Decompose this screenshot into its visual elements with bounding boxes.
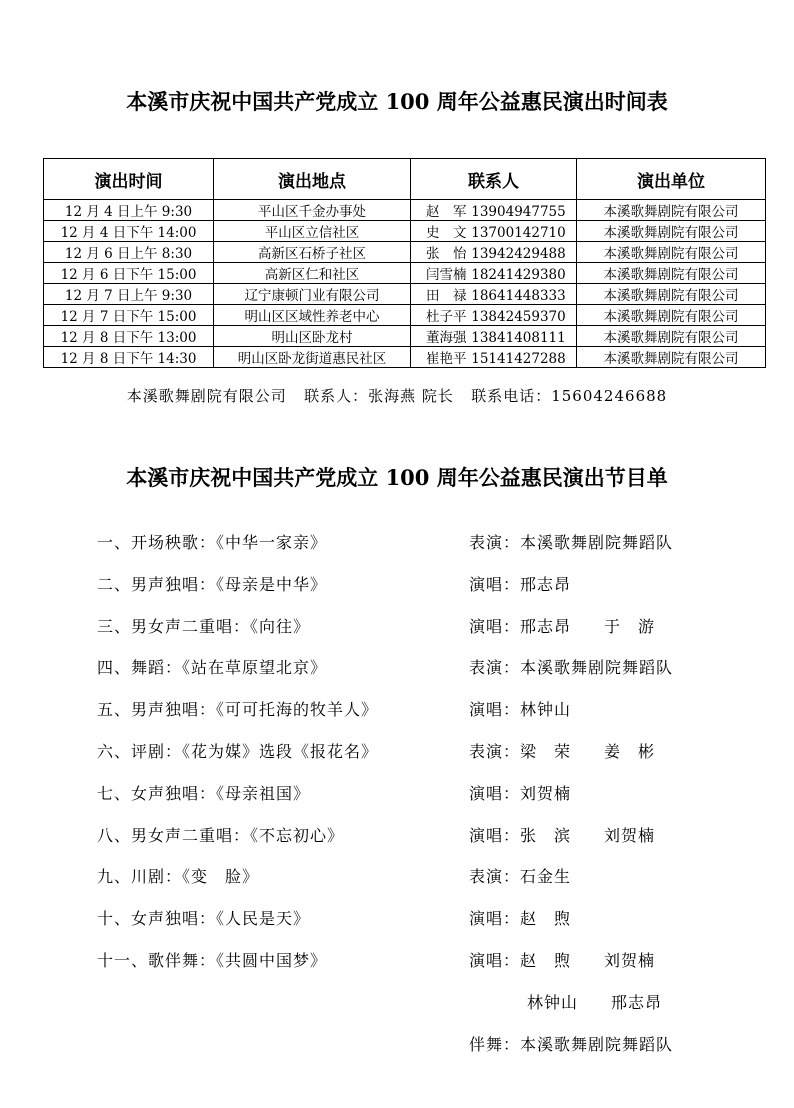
table-row <box>44 200 766 221</box>
header-time: 演出时间 <box>44 159 214 200</box>
performer-name: 邢志昂 <box>611 992 663 1012</box>
contact-phone: 15141427288 <box>471 351 566 367</box>
performer-name: 邢志昂 <box>520 616 572 636</box>
table-row <box>44 242 766 263</box>
cell-unit: 本溪歌舞剧院有限公司 <box>577 347 766 368</box>
cell-unit: 本溪歌舞剧院有限公司 <box>577 284 766 305</box>
cell-unit: 本溪歌舞剧院有限公司 <box>577 200 766 221</box>
performer-name: 林钟山 <box>527 992 579 1012</box>
program-item-title: 二、男声独唱：《母亲是中华》 <box>97 574 328 594</box>
cell-unit: 本溪歌舞剧院有限公司 <box>577 221 766 242</box>
table-row <box>44 263 766 284</box>
contact-phone: 13842459370 <box>471 309 566 325</box>
program-item-performers <box>469 948 688 971</box>
header-place: 演出地点 <box>214 159 411 200</box>
program-item <box>0 781 794 805</box>
cell-time: 12 月 8 日下午 14:30 <box>44 347 214 368</box>
cell-place: 高新区石桥子社区 <box>214 242 411 263</box>
cell-place: 平山区千金办事处 <box>214 200 411 221</box>
performer-name: 本溪歌舞剧院舞蹈队 <box>520 533 674 552</box>
performer-role: 演唱： <box>469 783 521 803</box>
cell-unit: 本溪歌舞剧院有限公司 <box>577 326 766 347</box>
footer-phone: 联系电话：15604246688 <box>471 387 668 405</box>
cell-place: 辽宁康顿门业有限公司 <box>214 284 411 305</box>
program-item <box>0 906 794 930</box>
performer-role: 表演： <box>469 742 521 761</box>
contact-phone: 13942429488 <box>471 246 566 262</box>
program-item <box>0 990 794 1014</box>
table-header-row <box>44 159 766 200</box>
header-unit: 演出单位 <box>577 159 766 200</box>
performer-name: 赵 煦 <box>520 951 572 970</box>
program-item-title: 五、男声独唱：《可可托海的牧羊人》 <box>97 700 379 720</box>
program-item <box>0 530 794 554</box>
contact-name: 崔艳平 <box>426 351 467 367</box>
contact-name: 赵 军 <box>426 204 467 220</box>
cell-time: 12 月 4 日上午 9:30 <box>44 200 214 221</box>
performer-role: 表演： <box>469 533 521 552</box>
contact-name: 张 怡 <box>426 246 467 262</box>
schedule-footer <box>0 385 794 406</box>
program-item-performers <box>469 614 688 637</box>
performer-name: 赵 煦 <box>520 909 572 929</box>
cell-unit: 本溪歌舞剧院有限公司 <box>577 263 766 284</box>
performer-role: 演唱： <box>469 616 521 636</box>
program-item <box>0 655 794 679</box>
performer-name: 刘贺楠 <box>604 825 656 845</box>
contact-name: 史 文 <box>426 225 467 241</box>
program-item-title: 七、女声独唱：《母亲祖国》 <box>97 783 311 803</box>
cell-place: 明山区卧龙街道惠民社区 <box>214 347 411 368</box>
cell-time: 12 月 7 日下午 15:00 <box>44 305 214 326</box>
cell-time: 12 月 8 日下午 13:00 <box>44 326 214 347</box>
cell-time: 12 月 6 日上午 8:30 <box>44 242 214 263</box>
table-row <box>44 305 766 326</box>
program-item-performers <box>469 739 688 762</box>
footer-company: 本溪歌舞剧院有限公司 <box>126 387 287 405</box>
cell-place: 高新区仁和社区 <box>214 263 411 284</box>
program-item-performers <box>469 823 688 846</box>
program-item <box>0 864 794 888</box>
contact-phone: 18241429380 <box>471 267 566 283</box>
program-item-performers <box>469 1032 673 1055</box>
program-item-title: 四、舞蹈：《站在草原望北京》 <box>97 658 328 678</box>
contact-name: 田 禄 <box>426 288 467 304</box>
program-item <box>0 1032 794 1056</box>
program-item-performers <box>469 781 571 804</box>
performer-role: 表演： <box>469 867 521 887</box>
performer-role: 伴舞： <box>469 1034 521 1054</box>
contact-phone: 13841408111 <box>471 330 566 346</box>
performer-name: 刘贺楠 <box>604 951 656 970</box>
program-item-performers <box>469 572 571 595</box>
cell-contact <box>411 284 577 305</box>
performer-role: 演唱： <box>469 825 521 845</box>
cell-contact <box>411 221 577 242</box>
program-item-title: 十一、歌伴舞：《共圆中国梦》 <box>97 951 328 970</box>
table-row <box>44 221 766 242</box>
schedule-title: 本溪市庆祝中国共产党成立 100 周年公益惠民演出时间表 <box>126 89 668 114</box>
table-row <box>44 347 766 368</box>
program-item-performers <box>469 990 695 1013</box>
program-item-title: 十、女声独唱：《人民是天》 <box>97 909 311 929</box>
program-item-performers <box>469 864 571 887</box>
program-item-performers <box>469 530 673 553</box>
performer-name: 石金生 <box>520 867 572 887</box>
performer-name: 张 滨 <box>520 825 572 845</box>
performer-name: 邢志昂 <box>520 574 572 594</box>
footer-contact: 联系人：张海燕 院长 <box>304 387 454 405</box>
performer-role: 演唱： <box>469 700 521 720</box>
cell-contact <box>411 263 577 284</box>
program-item <box>0 739 794 763</box>
table-row <box>44 284 766 305</box>
performer-role: 演唱： <box>469 909 521 929</box>
cell-place: 平山区立信社区 <box>214 221 411 242</box>
program-item <box>0 572 794 596</box>
cell-time: 12 月 6 日下午 15:00 <box>44 263 214 284</box>
performer-role: 表演： <box>469 658 521 678</box>
program-item-performers <box>469 906 571 929</box>
performer-name: 梁 荣 <box>520 742 572 761</box>
cell-unit: 本溪歌舞剧院有限公司 <box>577 242 766 263</box>
program-item <box>0 948 794 972</box>
schedule-table <box>43 158 766 368</box>
schedule-table-body <box>44 200 766 368</box>
cell-time: 12 月 7 日上午 9:30 <box>44 284 214 305</box>
header-contact: 联系人 <box>411 159 577 200</box>
contact-name: 闫雪楠 <box>426 267 467 283</box>
program-item-title: 八、男女声二重唱：《不忘初心》 <box>97 825 345 845</box>
cell-contact <box>411 326 577 347</box>
performer-name: 本溪歌舞剧院舞蹈队 <box>520 658 674 678</box>
contact-name: 杜子平 <box>426 309 467 325</box>
table-row <box>44 326 766 347</box>
performer-role: 演唱： <box>469 951 521 970</box>
performer-role: 演唱： <box>469 574 521 594</box>
performer-name: 林钟山 <box>520 700 572 720</box>
cell-contact <box>411 200 577 221</box>
cell-contact <box>411 305 577 326</box>
performer-name: 于 游 <box>604 616 656 636</box>
program-item-performers <box>469 697 571 720</box>
program-item <box>0 823 794 847</box>
cell-place: 明山区区域性养老中心 <box>214 305 411 326</box>
program-item-title: 九、川剧：《变 脸》 <box>97 867 260 887</box>
contact-phone: 18641448333 <box>471 288 566 304</box>
performer-name: 本溪歌舞剧院舞蹈队 <box>520 1034 674 1054</box>
contact-name: 董海强 <box>426 330 467 346</box>
cell-contact <box>411 242 577 263</box>
program-title: 本溪市庆祝中国共产党成立 100 周年公益惠民演出节目单 <box>126 465 668 490</box>
program-item <box>0 697 794 721</box>
performer-name: 刘贺楠 <box>520 783 572 803</box>
program-item-performers <box>469 655 673 678</box>
program-item-title: 一、开场秧歌：《中华一家亲》 <box>97 533 328 552</box>
cell-contact <box>411 347 577 368</box>
program-item-title: 六、评剧：《花为媒》选段《报花名》 <box>97 742 379 761</box>
contact-phone: 13700142710 <box>471 225 566 241</box>
program-item <box>0 614 794 638</box>
performer-name: 姜 彬 <box>604 742 656 761</box>
cell-place: 明山区卧龙村 <box>214 326 411 347</box>
contact-phone: 13904947755 <box>471 204 566 220</box>
cell-time: 12 月 4 日下午 14:00 <box>44 221 214 242</box>
cell-unit: 本溪歌舞剧院有限公司 <box>577 305 766 326</box>
program-item-title: 三、男女声二重唱：《向往》 <box>97 616 311 636</box>
